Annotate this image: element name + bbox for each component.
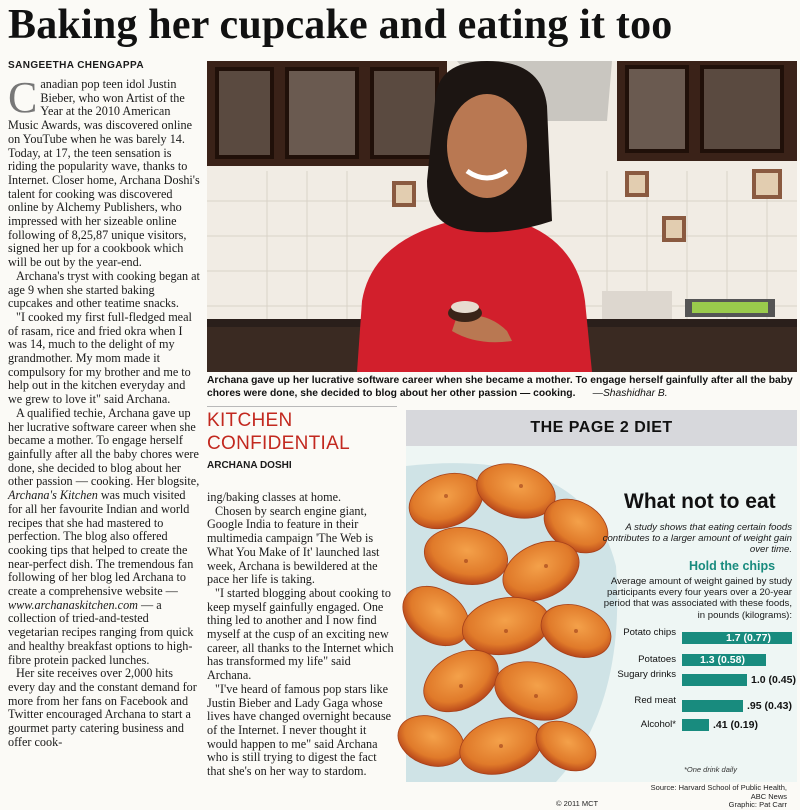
paragraph: "I cooked my first full-fledged meal of rasam, rice and fried okra when I was 14, much to the delight of my grandmother. My mom made it compulsory for my brother and me to help out in the kitchen everyday and we grew to love it" said Archana. (8, 309, 192, 407)
bar-label: Red meat (634, 695, 676, 706)
article-column-left (8, 73, 200, 749)
kitchen-photo (207, 61, 797, 372)
photo-credit: —Shashidhar B. (592, 388, 668, 399)
website-link[interactable]: www.archanaskitchen.com (8, 597, 138, 612)
bar-label: Sugary drinks (617, 669, 676, 680)
chart-description: Average amount of weight gained by study participants every four years over a 20-year period that was associated with these foods, in pounds (kilograms): (603, 576, 792, 621)
paragraph: Her site receives over 2,000 hits every day and the constant demand for more from her fans on Facebook and Twitter encouraged Archana to start a gourmet party catering business and offer cook- (8, 666, 197, 749)
chart-subtitle: Hold the chips (689, 559, 776, 573)
blog-name: Archana's Kitchen (8, 488, 98, 503)
bar-value-label: 1.3 (0.58) (700, 654, 745, 666)
lead-text: anadian pop teen idol Justin Bieber, who won Artist of the Year at the 2010 American Music Awards, was discovered online on YouTube when he was barely 14. Today, at 17, the teen sensation is riding the popularity wave, thanks to Internet. Closer home, Archana Doshi's talent for cooking was discovered online by Alchemy Publishers, who impressed with her sizeable online following of 8,25,87 unique visitors, signed her up for a cookbook which will be out by the year-end. (8, 77, 200, 270)
paragraph: ing/baking classes at home. (207, 490, 342, 504)
sidebar-title-line1: KITCHEN (207, 410, 293, 431)
bar-label: Alcohol* (640, 719, 676, 730)
paragraph: "I started blogging about cooking to keep myself gainfully engaged. One thing led to another and I now find myself at the cusp of an exciting new career, all thanks to the Internet which has transformed my life" said Archana. (207, 585, 394, 683)
diet-infographic (406, 410, 797, 810)
infographic-intro: A study shows that eating certain foods contributes to a larger amount of weight gain over time. (602, 522, 792, 555)
infographic-body (406, 446, 797, 810)
bar-label: Potato chips (623, 627, 676, 638)
copyright: © 2011 MCT (556, 799, 599, 808)
bar-value-label: 1.0 (0.45) (751, 674, 796, 686)
infographic-header: THE PAGE 2 DIET (406, 410, 797, 446)
chips-illustration (406, 446, 626, 782)
bar (682, 674, 747, 686)
byline: SANGEETHA CHENGAPPA (8, 60, 144, 71)
bar-value-label: .95 (0.43) (747, 700, 792, 712)
source-line: ABC News (750, 791, 787, 801)
chart-source (651, 784, 787, 810)
paragraph-text: — a collection of tried-and-tested vegetarian recipes ranging from quick and healthy breakfast options to high-fibre protein packed lunches. (8, 597, 194, 667)
source-line: Source: Harvard School of Public Health, (650, 783, 787, 792)
paragraph-text: was much visited for all her favourite Indian and world recipes that she had mastered to perfection. The blog also offered cooking tips that helped to create the near-perfect dish. The tremendous fan following of her blog led Archana to create a comprehensive website — (8, 488, 194, 599)
infographic-title: What not to eat (624, 490, 776, 513)
caption-text: Archana gave up her lucrative software career when she became a mother. To engage herself gainfully after all the baby chores were done, she decided to blog about her other passion — cooking. (207, 375, 793, 399)
chart-footnote: *One drink daily (684, 765, 737, 774)
source-line: Graphic: Pat Carr (728, 800, 787, 810)
paragraph: Chosen by search engine giant, Google India to feature in their multimedia campaign 'The Web is What You Make of It' launched last week, Archana is bewildered at the pace her life is taking. (207, 503, 380, 587)
lead-paragraph (8, 73, 200, 270)
divider (207, 406, 397, 407)
bar (682, 719, 709, 731)
headline: Baking her cupcake and eating it too (8, 2, 673, 48)
bar-label: Potatoes (638, 654, 676, 665)
paragraph-text: A qualified techie, Archana gave up her lucrative software career when she became a mother. To engage herself gainfully after all the baby chores were done, she decided to blog about her other passion — cooking. Her blogsite, (8, 405, 200, 489)
bar-value-label: 1.7 (0.77) (726, 632, 771, 644)
sidebar-title-line2: CONFIDENTIAL (207, 433, 350, 454)
drop-cap: C (8, 73, 38, 122)
bar-value-label: .41 (0.19) (713, 719, 758, 731)
photo-caption (207, 374, 799, 400)
paragraph: Archana's tryst with cooking began at age 9 when she started baking cupcakes and other teatime snacks. (8, 268, 200, 311)
photo-illustration (207, 61, 797, 372)
bar (682, 700, 743, 712)
article-column-middle (207, 491, 397, 779)
paragraph: "I've heard of famous pop stars like Justin Bieber and Lady Gaga whose lives have changed overnight because of the Internet. I never thought it would happen to me" said Archana who is still trying to digest the fact that she's on her way to stardom. (207, 681, 392, 779)
sidebar-author: ARCHANA DOSHI (207, 460, 292, 471)
paragraph (8, 407, 200, 667)
